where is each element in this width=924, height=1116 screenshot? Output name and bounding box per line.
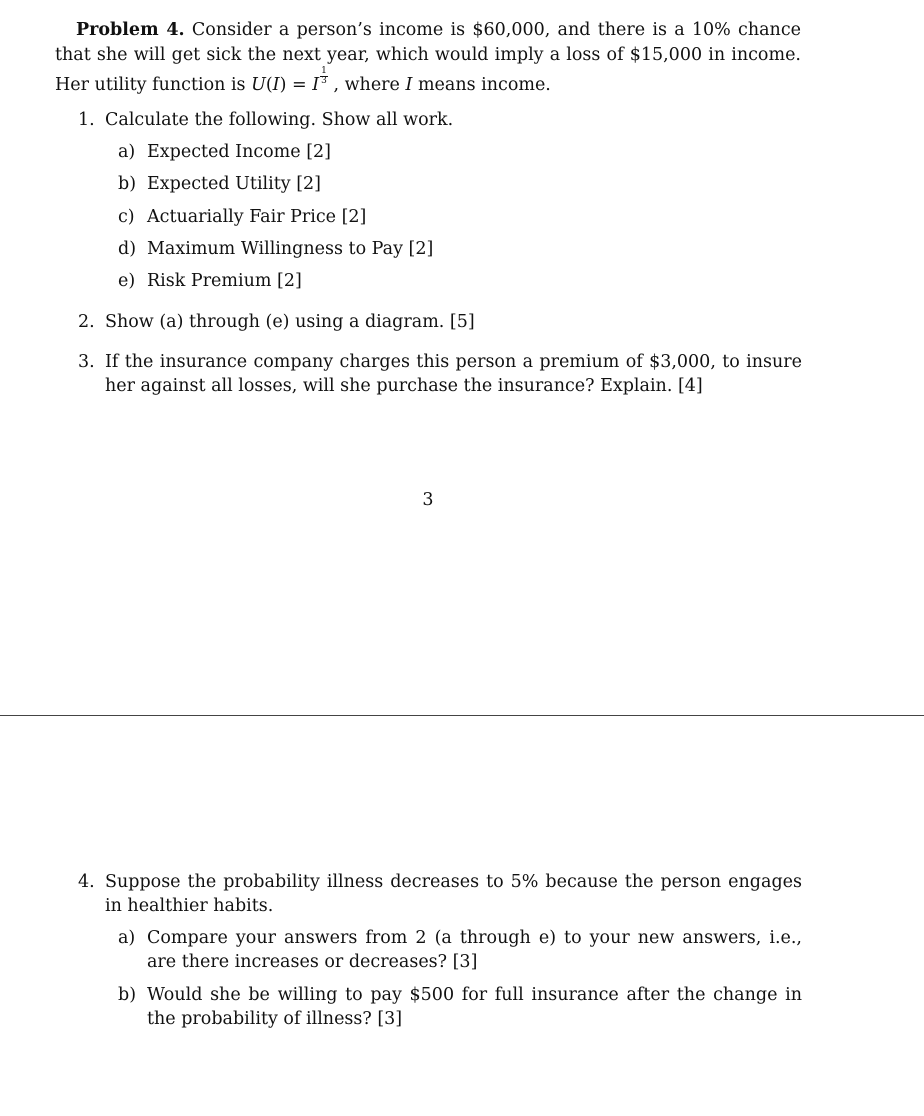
intro-text-1: Consider a person’s income is $60,000, and there is a 10% chance that she will get sick the next year, which would imply a loss of $15,000 in income. Her utility function is (55, 20, 801, 95)
formula-close: ) = (279, 74, 313, 95)
subitem-label: b) (118, 985, 137, 1005)
subitem-text: Expected Utility [2] (147, 174, 322, 194)
subitem-1d (118, 237, 802, 261)
exponent-denominator: 3 (321, 76, 327, 86)
subitem-text: Would she be willing to pay $500 for full insurance after the change in the probability of illness? [3] (147, 985, 802, 1029)
subitem-text: Expected Income [2] (147, 142, 331, 162)
subitem-label: a) (118, 142, 136, 162)
subitem-text: Actuarially Fair Price [2] (147, 207, 367, 227)
subitem-1a (118, 140, 802, 164)
exponent-fraction (320, 67, 328, 86)
question-3 (78, 350, 802, 398)
intro-text-2: , where (327, 74, 406, 95)
formula-u: U (251, 74, 266, 95)
subitem-text: Maximum Willingness to Pay [2] (147, 239, 434, 259)
formula-i: I (272, 74, 280, 95)
subitem-label: e) (118, 271, 136, 291)
intro-text-3: means income. (412, 74, 551, 95)
exponent-numerator: 1 (321, 66, 327, 76)
question-number: 2. (78, 312, 95, 332)
subitem-text: Risk Premium [2] (147, 271, 302, 291)
page-number: 3 (422, 490, 434, 510)
subitem-1b (118, 172, 802, 196)
question-text: Suppose the probability illness decreases to 5% because the person engages in healthier habits. (105, 872, 802, 916)
page-divider (0, 715, 924, 716)
question-number: 4. (78, 872, 95, 892)
subitem-4b (118, 983, 802, 1031)
question-number: 3. (78, 352, 95, 372)
subitem-1c (118, 205, 802, 229)
formula-open: ( (265, 74, 273, 95)
question-2 (78, 310, 802, 334)
subitem-label: a) (118, 928, 136, 948)
problem-intro (55, 18, 801, 97)
problem-label: Problem 4. (76, 20, 185, 40)
subitem-label: d) (118, 239, 137, 259)
subitem-label: b) (118, 174, 137, 194)
formula-base: I (312, 74, 320, 95)
question-1 (78, 108, 802, 132)
question-text: If the insurance company charges this person a premium of $3,000, to insure her against all losses, will she purchase the insurance? Explain. [4] (105, 352, 802, 396)
subitem-4a (118, 926, 802, 974)
question-number: 1. (78, 110, 95, 130)
question-text: Show (a) through (e) using a diagram. [5] (105, 312, 475, 332)
intro-var: I (405, 74, 413, 95)
question-text: Calculate the following. Show all work. (105, 110, 454, 130)
subitem-label: c) (118, 207, 135, 227)
subitem-1e (118, 269, 802, 293)
question-4 (78, 870, 802, 918)
subitem-text: Compare your answers from 2 (a through e) to your new answers, i.e., are there increases or decreases? [3] (147, 928, 802, 972)
